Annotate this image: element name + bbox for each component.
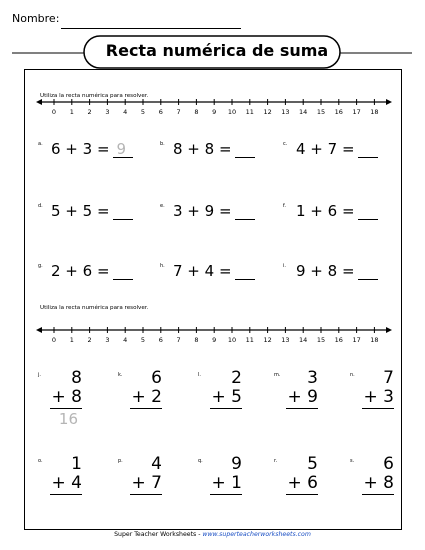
problem-bottom-addend: + 8 xyxy=(51,387,82,407)
problem-top-number: 1 xyxy=(71,454,82,474)
sum-line xyxy=(130,494,162,495)
number-line-2-tick-label: 2 xyxy=(87,336,92,344)
problem-m xyxy=(274,370,318,440)
problem-j xyxy=(38,370,82,440)
problem-letter: o. xyxy=(38,458,43,464)
problem-expression: 9 + 8 = xyxy=(296,262,355,280)
problem-letter: k. xyxy=(118,372,123,378)
footer-brand: Super Teacher Worksheets xyxy=(114,531,197,538)
problem-k xyxy=(118,370,162,440)
problem-bottom-addend: + 8 xyxy=(363,473,394,493)
sum-line xyxy=(210,494,242,495)
problem-top-number: 5 xyxy=(307,454,318,474)
answer-blank[interactable] xyxy=(358,204,378,220)
problem-q xyxy=(198,456,242,526)
footer-url[interactable]: www.superteacherworksheets.com xyxy=(202,531,311,538)
number-line-1-tick-label: 18 xyxy=(370,108,379,116)
number-line-2-tick-label: 15 xyxy=(316,336,326,344)
page-title: Recta numérica de suma xyxy=(105,41,329,60)
problem-letter: p. xyxy=(118,458,123,464)
number-line-1-arrow-left-icon xyxy=(36,99,42,105)
problem-r xyxy=(274,456,318,526)
traced-answer[interactable]: 16 xyxy=(58,410,78,428)
instruction-2: Utiliza la recta numérica para resolver. xyxy=(40,305,149,311)
problem-expression: 5 + 5 = xyxy=(51,202,110,220)
problem-bottom-addend: + 4 xyxy=(51,473,82,493)
problem-letter: c. xyxy=(283,141,288,147)
number-line-2-tick-label: 3 xyxy=(105,336,110,344)
number-line-1-tick-label: 16 xyxy=(334,108,343,116)
number-line-1-tick-label: 12 xyxy=(263,108,272,116)
problem-letter: l. xyxy=(198,372,201,378)
footer-separator: - xyxy=(196,531,203,538)
problem-bottom-addend: + 5 xyxy=(211,387,242,407)
number-line-1-tick-label: 11 xyxy=(245,108,254,116)
problem-expression: 4 + 7 = xyxy=(296,140,355,158)
problem-expression: 6 + 3 = xyxy=(51,140,110,158)
problem-bottom-addend: + 9 xyxy=(287,387,318,407)
number-line-1-tick-label: 3 xyxy=(105,108,110,116)
number-line-1-tick-label: 2 xyxy=(87,108,92,116)
number-line-1-tick-label: 0 xyxy=(51,108,57,116)
problem-letter: e. xyxy=(160,203,165,209)
problem-letter: i. xyxy=(283,263,286,269)
answer-blank[interactable] xyxy=(113,204,133,220)
problem-expression: 3 + 9 = xyxy=(173,202,232,220)
sum-line xyxy=(210,408,242,409)
problem-expression: 2 + 6 = xyxy=(51,262,110,280)
name-line xyxy=(61,28,241,29)
problem-letter: n. xyxy=(350,372,355,378)
number-line-1-tick-label: 1 xyxy=(69,108,74,116)
sum-line xyxy=(286,494,318,495)
problem-expression: 7 + 4 = xyxy=(173,262,232,280)
problem-expression: 8 + 8 = xyxy=(173,140,232,158)
number-line-2-tick-label: 10 xyxy=(227,336,237,344)
problem-top-number: 7 xyxy=(383,368,394,388)
number-line-1-tick-label: 7 xyxy=(176,108,181,116)
number-line-2-tick-label: 9 xyxy=(212,336,217,344)
number-line-2-tick-label: 11 xyxy=(245,336,254,344)
problem-letter: q. xyxy=(198,458,203,464)
number-line-2-tick-label: 8 xyxy=(194,336,199,344)
sum-line xyxy=(130,408,162,409)
number-line-2-tick-label: 7 xyxy=(176,336,181,344)
problem-bottom-addend: + 3 xyxy=(363,387,394,407)
problem-top-number: 4 xyxy=(151,454,162,474)
number-line-2-arrow-left-icon xyxy=(36,327,42,333)
problem-letter: m. xyxy=(274,372,281,378)
number-line-1-arrow-right-icon xyxy=(386,99,392,105)
number-line-2-tick-label: 6 xyxy=(158,336,163,344)
number-line-2-tick-label: 0 xyxy=(51,336,57,344)
problem-letter: r. xyxy=(274,458,278,464)
answer-blank[interactable] xyxy=(358,264,378,280)
problem-expression: 1 + 6 = xyxy=(296,202,355,220)
problem-l xyxy=(198,370,242,440)
problem-bottom-addend: + 1 xyxy=(211,473,242,493)
footer xyxy=(0,531,425,538)
problem-letter: f. xyxy=(283,203,286,209)
number-line-2-tick-label: 16 xyxy=(334,336,343,344)
problem-bottom-addend: + 7 xyxy=(131,473,162,493)
problem-s xyxy=(350,456,394,526)
problem-letter: d. xyxy=(38,203,43,209)
number-line-2-tick-label: 4 xyxy=(123,336,128,344)
traced-answer: 9 xyxy=(116,140,127,158)
number-line-1-tick-label: 8 xyxy=(194,108,199,116)
number-line-2-arrow-right-icon xyxy=(386,327,392,333)
number-line-2-labels xyxy=(0,336,425,346)
problem-bottom-addend: + 2 xyxy=(131,387,162,407)
problem-top-number: 9 xyxy=(231,454,242,474)
problem-letter: s. xyxy=(350,458,355,464)
problem-top-number: 6 xyxy=(383,454,394,474)
answer-blank[interactable] xyxy=(113,264,133,280)
sum-line xyxy=(362,494,394,495)
sum-line xyxy=(50,494,82,495)
number-line-1-tick-label: 9 xyxy=(212,108,217,116)
sum-line xyxy=(286,408,318,409)
problem-p xyxy=(118,456,162,526)
sum-line xyxy=(50,408,82,409)
problem-top-number: 3 xyxy=(307,368,318,388)
problem-top-number: 8 xyxy=(71,368,82,388)
answer-blank[interactable] xyxy=(235,204,255,220)
number-line-2-tick-label: 18 xyxy=(370,336,379,344)
number-line-1-tick-label: 4 xyxy=(123,108,128,116)
number-line-1-tick-label: 15 xyxy=(316,108,326,116)
number-line-1-tick-label: 5 xyxy=(140,108,146,116)
number-line-1-labels xyxy=(0,108,425,118)
problem-letter: g. xyxy=(38,263,43,269)
problem-letter: a. xyxy=(38,141,43,147)
number-line-2-tick-label: 17 xyxy=(352,336,361,344)
number-line-1-tick-label: 14 xyxy=(299,108,308,116)
answer-blank[interactable] xyxy=(113,142,133,158)
number-line-1-tick-label: 6 xyxy=(158,108,163,116)
sum-line xyxy=(362,408,394,409)
number-line-2-tick-label: 13 xyxy=(281,336,290,344)
problem-bottom-addend: + 6 xyxy=(287,473,318,493)
problem-top-number: 2 xyxy=(231,368,242,388)
problem-letter: h. xyxy=(160,263,165,269)
number-line-2-tick-label: 14 xyxy=(299,336,308,344)
answer-blank[interactable] xyxy=(235,264,255,280)
number-line-1-tick-label: 17 xyxy=(352,108,361,116)
number-line-2-tick-label: 5 xyxy=(140,336,146,344)
name-label: Nombre: xyxy=(12,12,60,25)
problem-letter: b. xyxy=(160,141,165,147)
number-line-1-tick-label: 10 xyxy=(227,108,237,116)
problem-n xyxy=(350,370,394,440)
answer-blank[interactable] xyxy=(358,142,378,158)
instruction-1: Utiliza la recta numérica para resolver. xyxy=(40,93,149,99)
problem-top-number: 6 xyxy=(151,368,162,388)
number-line-2-tick-label: 1 xyxy=(69,336,74,344)
problem-letter: j. xyxy=(38,372,41,378)
number-line-1-tick-label: 13 xyxy=(281,108,290,116)
problem-o xyxy=(38,456,82,526)
answer-blank[interactable] xyxy=(235,142,255,158)
number-line-2-tick-label: 12 xyxy=(263,336,272,344)
